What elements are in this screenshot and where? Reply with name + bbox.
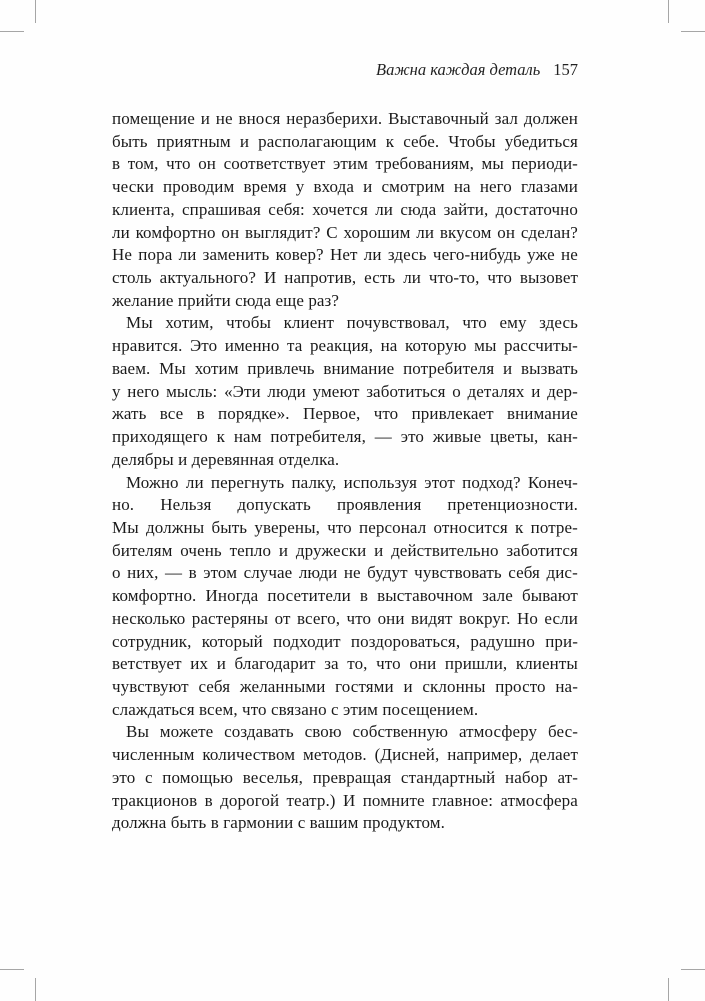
text-line: Мы хотим, чтобы клиент почувствовал, что ему здесь	[126, 313, 578, 333]
text-line: численным количеством методов. (Дисней, например, делает	[112, 745, 578, 765]
text-line: бителям очень тепло и дружески и действительно заботится	[112, 540, 578, 560]
text-line: сотрудник, который подходит поздороваться, радушно при-	[112, 631, 578, 651]
text-line: слаждаться всем, что связано с этим посещением.	[112, 699, 479, 719]
text-line: быть приятным и располагающим к себе. Чтобы убедиться	[112, 131, 578, 151]
text-line: ли комфортно он выглядит? С хорошим ли вкусом он сделан?	[112, 222, 578, 242]
text-line: несколько растеряны от всего, что они видят вокруг. Но если	[112, 608, 578, 628]
text-line: о них, — в этом случае люди не будут чувствовать себя дис-	[112, 563, 578, 583]
paragraph	[112, 721, 578, 835]
text-line: но. Нельзя допускать проявления претенциозности.	[112, 495, 578, 515]
running-head	[376, 60, 578, 80]
crop-mark-top-left-vertical	[35, 0, 36, 23]
text-line: Не пора ли заменить ковер? Нет ли здесь чего-нибудь уже не	[112, 245, 578, 265]
text-line: это с помощью веселья, превращая стандартный набор ат-	[112, 767, 578, 787]
text-block	[112, 108, 578, 835]
text-line: Вы можете создавать свою собственную атмосферу бес-	[126, 722, 578, 742]
text-line: помещение и не внося неразберихи. Выставочный зал должен	[112, 109, 578, 128]
text-line: ваем. Мы хотим привлечь внимание потребителя и вызвать	[112, 358, 578, 378]
text-line: чески проводим время у входа и смотрим на него глазами	[112, 177, 578, 197]
text-line: ветствует их и благодарит за то, что они пришли, клиенты	[112, 654, 578, 674]
paragraph	[112, 312, 578, 471]
text-line: делябры и деревянная отделка.	[112, 449, 340, 469]
text-line: Мы должны быть уверены, что персонал относится к потре-	[112, 517, 578, 537]
text-line: столь актуального? И напротив, есть ли что-то, что вызовет	[112, 268, 578, 288]
crop-mark-bottom-left-vertical	[35, 978, 36, 1001]
crop-mark-top-right-horizontal	[681, 31, 705, 32]
crop-mark-bottom-right-horizontal	[681, 969, 705, 970]
text-line: должна быть в гармонии с вашим продуктом.	[112, 813, 446, 833]
paragraph	[112, 472, 578, 722]
paragraph	[112, 108, 578, 312]
page-number: 157	[553, 60, 578, 79]
text-line: в том, что он соответствует этим требованиям, мы периоди-	[112, 154, 578, 174]
text-line: Можно ли перегнуть палку, используя этот подход? Конеч-	[126, 472, 578, 492]
text-line: желание прийти сюда еще раз?	[112, 290, 340, 310]
text-line: клиента, спрашивая себя: хочется ли сюда зайти, достаточно	[112, 199, 578, 219]
crop-mark-top-left-horizontal	[0, 31, 24, 32]
text-line: у него мысль: «Эти люди умеют заботиться о деталях и дер-	[112, 381, 578, 401]
text-line: чувствуют себя желанными гостями и склонны просто на-	[112, 676, 578, 696]
text-line: нравится. Это именно та реакция, на которую мы рассчиты-	[112, 336, 578, 356]
text-line: тракционов в дорогой театр.) И помните главное: атмосфера	[112, 790, 578, 810]
text-line: приходящего к нам потребителя, — это живые цветы, кан-	[112, 427, 578, 447]
crop-mark-bottom-right-vertical	[668, 978, 669, 1001]
crop-mark-top-right-vertical	[668, 0, 669, 23]
running-title: Важна каждая деталь	[375, 60, 541, 79]
crop-mark-bottom-left-horizontal	[0, 969, 24, 970]
text-line: комфортно. Иногда посетители в выставочном зале бывают	[112, 586, 578, 606]
text-line: жать все в порядке». Первое, что привлекает внимание	[112, 404, 578, 424]
